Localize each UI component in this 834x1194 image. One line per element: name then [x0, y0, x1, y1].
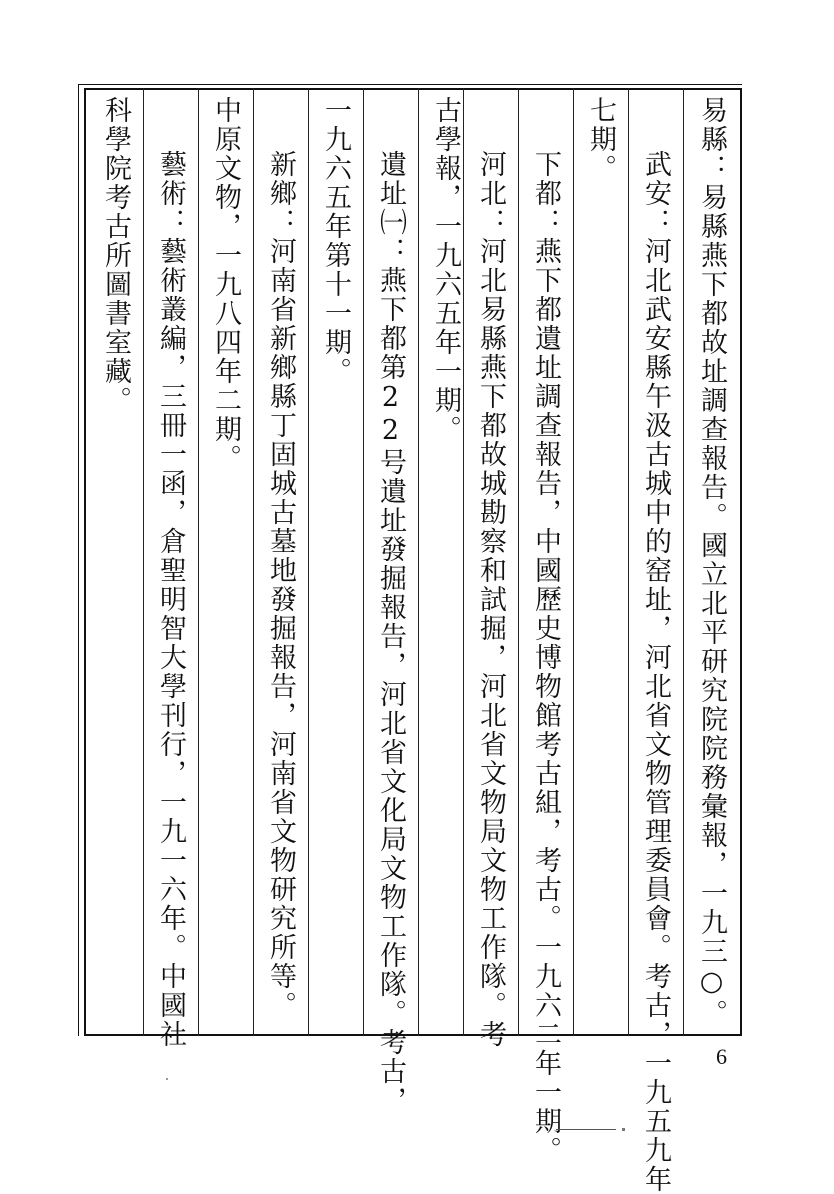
text-column-11: 藝術：藝術叢編，三冊一函，倉聖明智大學刊行，一九一六年。中國社	[155, 150, 186, 1049]
text-column-8: 一九六五年第十一期。	[320, 96, 351, 386]
text-column-2: 七期。	[585, 96, 616, 183]
column-divider	[198, 88, 199, 1036]
scan-speck	[166, 1078, 168, 1080]
text-column-1: 易縣：易縣燕下都故址調查報告。國立北平研究院院務彙報，一九三○。	[696, 96, 727, 1028]
column-divider	[418, 88, 419, 1036]
column-divider	[143, 88, 144, 1036]
column-divider	[683, 88, 684, 1036]
page-number: 6	[716, 1044, 727, 1069]
text-column-4: 下都：燕下都遺址調查報告，中國歷史博物館考古組，考古。一九六二年一期。	[530, 150, 561, 1165]
column-divider	[628, 88, 629, 1036]
column-divider	[463, 88, 464, 1036]
text-column-3: 武安：河北武安縣午汲古城中的窑址，河北省文物管理委員會。考古，一九五九年	[640, 150, 671, 1194]
text-column-6: 古學報，一九六五年一期。	[430, 96, 461, 444]
text-column-10: 中原文物，一九八四年二期。	[210, 96, 241, 473]
text-column-7: 遺址㈠：燕下都第22号遺址發掘報告，河北省文化局文物工作隊。考古，	[375, 150, 406, 1115]
text-column-12: 科學院考古所圖書室藏。	[100, 96, 131, 415]
text-column-9: 新鄉：河南省新鄉縣丁固城古墓地發掘報告，河南省文物研究所等。	[265, 150, 296, 1020]
column-divider	[253, 88, 254, 1036]
scan-dot	[622, 1128, 625, 1131]
text-column-5: 河北：河北易縣燕下都故城勘察和試掘，河北省文物局文物工作隊。考	[475, 150, 506, 1049]
column-divider	[363, 88, 364, 1036]
column-divider	[308, 88, 309, 1036]
scan-mark	[556, 1129, 616, 1130]
column-divider	[573, 88, 574, 1036]
column-divider	[518, 88, 519, 1036]
